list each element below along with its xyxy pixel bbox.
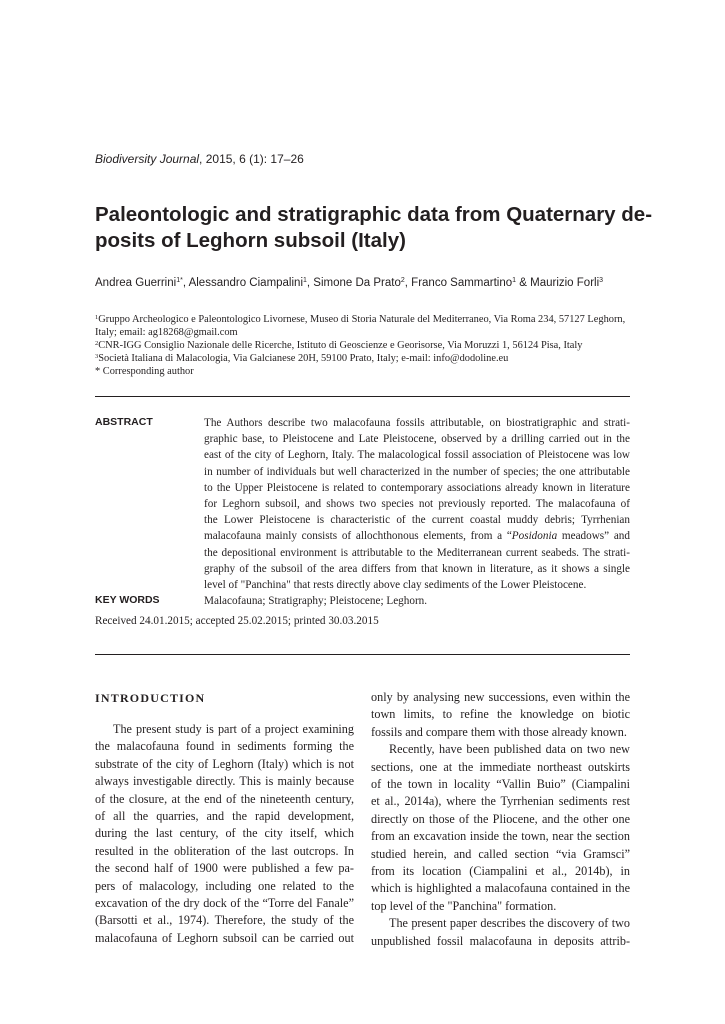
body-line: during the last century, of the city itself, which xyxy=(95,826,354,841)
title-line: posits of Leghorn subsoil (Italy) xyxy=(95,229,406,252)
author-name: Simone Da Prato xyxy=(313,277,401,289)
abstract-line: east of the city of Leghorn, Italy. The malacological fossil association of Pleistocene was low xyxy=(204,449,630,462)
keywords-label: KEY WORDS xyxy=(95,594,160,606)
body-line: Recently, have been published data on two new xyxy=(389,742,630,757)
abstract-line: in number of individuals but well characterized in the number of species; the one attributable xyxy=(204,465,630,478)
author-affiliation-mark: 1 xyxy=(303,277,307,284)
affiliation-line: Italy; email: ag18268@gmail.com xyxy=(95,327,238,338)
abstract-line: for Leghorn subsoil, and shows two species not previously reported. The malacofauna of xyxy=(204,498,630,511)
journal-citation xyxy=(95,152,304,166)
abstract-italic-term: Posidonia xyxy=(511,530,558,543)
body-line: from an excavation inside the town, near the section xyxy=(371,829,630,844)
divider xyxy=(95,396,630,397)
author-affiliation-mark: 1* xyxy=(176,277,183,284)
body-line: the second half of 1900 were published a few pa- xyxy=(95,861,354,876)
divider xyxy=(95,654,630,655)
author-separator: & xyxy=(516,277,531,289)
body-line: from its location (Ciampalini et al., 2014b), in xyxy=(371,864,630,879)
body-line: unpublished fossil malacofauna in deposits attrib- xyxy=(371,933,630,948)
keywords-text: Malacofauna; Stratigraphy; Pleistocene; Leghorn. xyxy=(204,595,428,607)
body-line: The present study is part of a project examining xyxy=(113,722,354,736)
received-dates: Received 24.01.2015; accepted 25.02.2015; printed 30.03.2015 xyxy=(95,615,379,627)
abstract-label: ABSTRACT xyxy=(95,416,153,428)
author-affiliation-mark: 2 xyxy=(400,277,405,284)
body-line: pers of malacology, including one related to the xyxy=(95,878,354,893)
body-line: town limits, to refine the knowledge on biotic xyxy=(371,707,630,722)
body-line: fossils and compare them with those already known. xyxy=(371,724,627,739)
body-line: (Barsotti et al., 1974). Therefore, the study of the xyxy=(95,913,354,928)
affiliation-text: Gruppo Archeologico e Paleontologico Livornese, Museo di Storia Naturale del Mediterraneo, Via Roma 234, 57127 Leghorn, xyxy=(98,314,626,325)
body-line: the malacofauna found in sediments forming the xyxy=(95,739,354,754)
body-line: substrate of the city of Leghorn (Italy) which is not xyxy=(95,756,354,771)
author-name: Franco Sammartino xyxy=(411,277,513,289)
affiliation-text: CNR-IGG Consiglio Nazionale delle Ricerche, Istituto di Geoscienze e Georisorse, Via Moruzzi 1, 56124 Pisa, Italy xyxy=(98,340,583,351)
abstract-line: to the Upper Pleistocene is related to contemporary associations already known in literature xyxy=(204,481,630,494)
abstract-fragment: malacofauna mainly consists of allochthonous elements, from a “ xyxy=(204,530,512,543)
abstract-line: the depositional environment is attributable to the Mediterranean current seabeds. The strati- xyxy=(204,546,630,559)
abstract-line: The Authors describe two malacofauna fossils attributable, on biostratigraphic and strati- xyxy=(204,417,630,429)
body-line: et al., 2014a), where the Tyrrhenian sediments rest xyxy=(371,794,630,809)
journal-name: Biodiversity Journal xyxy=(95,152,200,166)
abstract-line: the Lower Pleistocene is characteristic of the current coastal muddy debris; Tyrrhenian xyxy=(204,514,630,527)
body-line: excavation of the dry dock of the “Torre del Fanale” xyxy=(95,896,354,911)
author-name: Maurizio Forli xyxy=(530,277,600,289)
body-line: of the closure, at the end of the nineteenth century, xyxy=(95,791,354,806)
author-affiliation-mark: 1 xyxy=(512,277,517,284)
affiliation-line xyxy=(95,339,635,352)
affiliation-line xyxy=(95,352,635,365)
abstract-text xyxy=(204,415,630,593)
affiliation-mark: 2 xyxy=(95,340,99,347)
body-line: only by analysing new successions, even within the xyxy=(371,690,630,704)
affiliation-text: Società Italiana di Malacologia, Via Galcianese 20H, 59100 Prato, Italy; e-mail: info@dodoline.eu xyxy=(98,353,509,364)
body-column-left xyxy=(95,721,354,947)
abstract-line xyxy=(204,528,630,544)
paper-title xyxy=(95,202,653,254)
corresponding-author: * Corresponding author xyxy=(95,366,194,377)
journal-volume: , 2015, 6 (1): 17–26 xyxy=(199,152,304,166)
body-line: The present paper describes the discovery of two xyxy=(389,916,630,931)
body-line: which is highlighted a malacofauna contained in the xyxy=(371,881,630,896)
body-line: sections, one at the immediate northeast outskirts xyxy=(371,759,630,774)
body-line: studied herein, and called section “via Gramsci” xyxy=(371,846,630,861)
author-affiliation-mark: 3 xyxy=(599,277,604,284)
author-separator: , xyxy=(182,277,189,289)
affiliation-mark: 3 xyxy=(95,353,99,360)
author-separator: , xyxy=(404,277,412,289)
author-name: Alessandro Ciampalini xyxy=(188,277,303,289)
body-line: top level of the "Panchina" formation. xyxy=(371,898,557,913)
author-separator: , xyxy=(306,277,314,289)
affiliation-line xyxy=(95,313,635,326)
body-line: directly on those of the Pliocene, and the other one xyxy=(371,811,630,826)
abstract-line: graphy of the subsoil of the area differs from that known in literature, as it shows a single xyxy=(204,562,630,575)
author-list xyxy=(95,276,603,290)
affiliation-mark: 1 xyxy=(95,314,99,321)
abstract-line: graphic base, to Pleistocene and Late Pleistocene, observed by a drilling carried out in the xyxy=(204,433,630,446)
abstract-line: level of "Panchina" that rests directly above clay sediments of the Lower Pleistocene. xyxy=(204,579,587,592)
body-line: of the town in locality “Vallin Buio” (Ciampalini xyxy=(371,777,630,792)
body-line: always investigable directly. This is mainly because xyxy=(95,774,354,789)
affiliations xyxy=(95,313,635,378)
abstract-fragment: meadows” and xyxy=(557,530,630,543)
section-heading: INTRODUCTION xyxy=(95,691,206,705)
title-line: Paleontologic and stratigraphic data from Quaternary de- xyxy=(95,203,653,226)
body-line: resulted in the obliteration of the last outcrops. In xyxy=(95,843,354,858)
body-line: of all the quarries, and the rapid development, xyxy=(95,809,354,824)
body-column-right xyxy=(371,689,630,950)
body-line: malacofauna of Leghorn subsoil can be carried out xyxy=(95,930,354,945)
author-name: Andrea Guerrini xyxy=(95,277,177,289)
